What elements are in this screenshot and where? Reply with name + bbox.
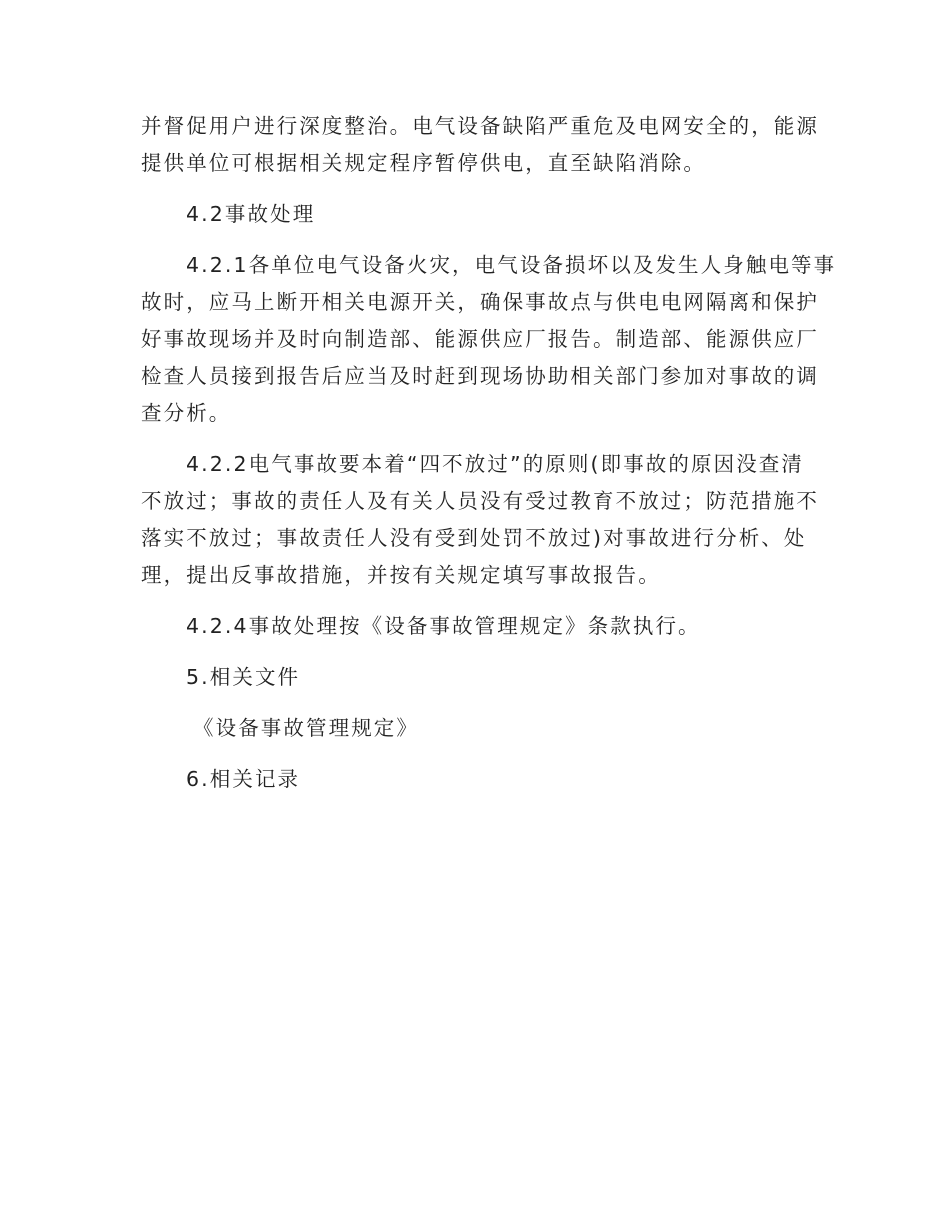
text-line: 并督促用户进行深度整治。电气设备缺陷严重危及电网安全的，能源 — [141, 114, 819, 138]
heading-section-5 — [141, 659, 816, 696]
paragraph-section-4-2-1 — [141, 247, 837, 432]
heading-section-6 — [141, 761, 816, 798]
text-line: 6.相关记录 — [186, 767, 301, 791]
text-line: 4.2.4事故处理按《设备事故管理规定》条款执行。 — [186, 614, 701, 638]
text-line: 故时，应马上断开相关电源开关，确保事故点与供电电网隔离和保护 — [141, 290, 819, 314]
text-line: 提供单位可根据相关规定程序暂停供电，直至缺陷消除。 — [141, 151, 706, 175]
document-body — [141, 108, 837, 812]
text-line: 查分析。 — [141, 401, 232, 425]
reference-document-title — [141, 710, 816, 747]
heading-section-4-2 — [141, 196, 816, 233]
text-line: 好事故现场并及时向制造部、能源供应厂报告。制造部、能源供应厂 — [141, 327, 819, 351]
text-line: 4.2.1各单位电气设备火灾，电气设备损坏以及发生人身触电等事 — [186, 253, 837, 277]
paragraph-section-4-2-4 — [141, 608, 816, 645]
paragraph-defect-handling — [141, 108, 819, 182]
text-line: 理，提出反事故措施，并按有关规定填写事故报告。 — [141, 563, 661, 587]
text-line: 4.2事故处理 — [186, 202, 316, 226]
text-line: 《设备事故管理规定》 — [193, 716, 419, 740]
text-line: 不放过；事故的责任人及有关人员没有受过教育不放过；防范措施不 — [141, 489, 819, 513]
text-line: 检查人员接到报告后应当及时赶到现场协助相关部门参加对事故的调 — [141, 364, 819, 388]
paragraph-section-4-2-2 — [141, 446, 819, 594]
text-line: 5.相关文件 — [186, 665, 301, 689]
text-line: 4.2.2电气事故要本着“四不放过”的原则(即事故的原因没查清 — [186, 452, 804, 476]
text-line: 落实不放过；事故责任人没有受到处罚不放过)对事故进行分析、处 — [141, 526, 807, 550]
